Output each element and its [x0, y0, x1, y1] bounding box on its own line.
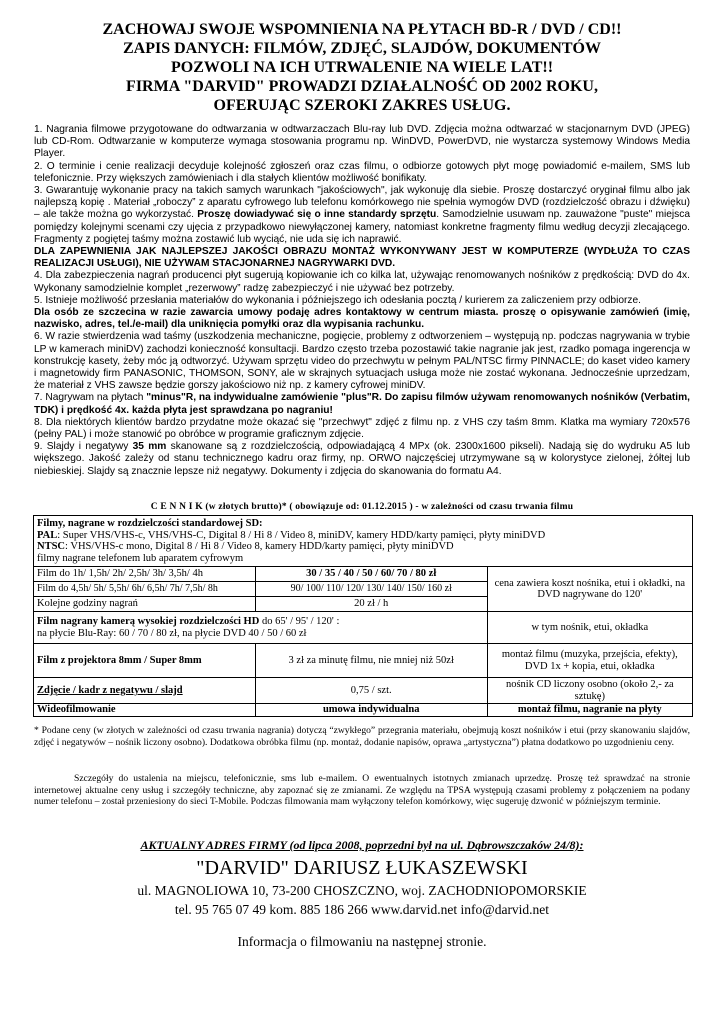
next-page-note: Informacja o filmowaniu na następnej stronie.	[237, 934, 487, 949]
table-row	[34, 704, 693, 717]
photo-price: 0,75 / szt.	[255, 678, 487, 704]
price-list-title: C E N N I K (w złotych brutto)* ( obowiązuje od: 01.12.2015 ) - w zależności od czasu trwania filmu	[150, 502, 574, 512]
hd-label: Film nagrany kamerą wysokiej rozdzielczości HD	[37, 616, 260, 627]
term-3-capital-note: DLA ZAPEWNIENIA JAK NAJLEPSZEJ JAKOŚCI OBRAZU MONTAŻ WYKONYWANY JEST W KOMPUTERZE (WYDŁUŻA TO CZAS REALIZACJI USŁUGI), NIE UŻYWAM STACJONARNEJ NAGRYWARKI DVD.	[34, 246, 690, 270]
term-4: 4. Dla zabezpieczenia nagrań producenci płyt sugerują kopiowanie ich co kilka lat, używając renomowanych nośników z prędkością: DVD do 4x. Wykonany samodzielnie komplet „rezerwowy” radzę zabezpieczyć i nie używać bez potrzeby.	[34, 270, 690, 294]
term-7-text-a: 7. Nagrywam na płytach	[34, 392, 147, 404]
sd-title: Filmy, nagrane w rozdzielczości standardowej SD:	[37, 518, 263, 529]
table-row	[34, 516, 693, 567]
sd-ntsc-label: NTSC	[37, 541, 66, 552]
sd-pal-label: PAL	[37, 529, 58, 541]
company-name: "DARVID" DARIUSZ ŁUKASZEWSKI	[196, 857, 528, 879]
videofilming-price: umowa indywidualna	[255, 704, 487, 717]
sd-pal-line	[37, 530, 689, 542]
term-3-text-a: 3. Gwarantuję wykonanie pracy na takich samych warunkach "jakościowych", jak wykonuję dla siebie. Proszę dostarczyć oryginał filmu albo jak najlepszą kopię . Materiał „roboczy” z aparatu cyfrowego lub telefonu komórkowego nie spełnia wymogów DVD (rozdzielczość obrazu i dźwięku) – ale także można go wykorzystać.	[34, 185, 690, 221]
hd-note: w tym nośnik, etui, okładka	[487, 612, 692, 644]
projector-note: montaż filmu (muzyka, przejścia, efekty), DVD 1x + kopia, etui, okładka	[487, 644, 692, 678]
sd-description-cell	[34, 516, 693, 567]
sd-ntsc-line	[37, 541, 689, 553]
term-9-bold: 35 mm	[132, 441, 167, 453]
term-5-bold-note: Dla osób ze szczecina w razie zawarcia umowy podaję adres kontaktowy w centrum miasta. proszę o opisywanie zamówień (imię, nazwisko, adres, tel./e-mail) dla uniknięcia pomyłki oraz dla wypisania rachunku.	[34, 307, 690, 331]
term-7	[34, 392, 690, 416]
row2-label: Film do 4,5h/ 5h/ 5,5h/ 6h/ 6,5h/ 7h/ 7,5h/ 8h	[34, 582, 256, 597]
term-5: 5. Istnieje możliwość przesłania materiałów do wykonania i późniejszego ich odesłania pocztą / kurierem za zaliczeniem przy odbiorze.	[34, 294, 642, 306]
videofilming-label: Wideofilmowanie	[34, 704, 256, 717]
footnote-text: * Podane ceny (w złotych w zależności od czasu trwania nagrania) dotyczą “zwykłego” przegrania materiału, obejmują koszt nośników i etui (przy skanowaniu slajdów, zdjęć i negatywów – nośnik liczony osobno). Dodatkowa obróbka filmu (np. montaż, dodanie napisów, oprawa „artystyczna”) płatna dodatkowo po uzgodnieniu ceny.	[34, 725, 690, 748]
row2-price: 90/ 100/ 110/ 120/ 130/ 140/ 150/ 160 zł	[255, 582, 487, 597]
hd-label-2: do 65' / 95' / 120' :	[259, 616, 340, 627]
header-line-1: ZACHOWAJ SWOJE WSPOMNIENIA NA PŁYTACH BD-R / DVD / CD!!	[102, 21, 622, 38]
term-9	[34, 441, 690, 478]
sd-phone-line: filmy nagrane telefonem lub aparatem cyfrowym	[37, 552, 244, 564]
address-heading: AKTUALNY ADRES FIRMY (od lipca 2008, poprzedni był na ul. Dąbrowszczaków 24/8):	[140, 838, 584, 852]
table-row	[34, 567, 693, 582]
term-7-bold: "minus"R, na indywidualne zamówienie "plus"R. Do zapisu filmów używam renomowanych nośników (Verbatim, TDK) i prędkość 4x. każda płyta jest sprawdzana po nagraniu!	[34, 392, 690, 416]
hd-line-1	[37, 616, 484, 628]
header-line-2: ZAPIS DANYCH: FILMÓW, ZDJĘĆ, SLAJDÓW, DOKUMENTÓW	[123, 40, 601, 57]
company-block	[34, 855, 690, 919]
details-paragraph: Szczegóły do ustalenia na miejscu, telefonicznie, sms lub e-mailem. O ewentualnych istotnych zmianach uprzedzę. Proszę też sprawdzać na stronie internetowej aktualne ceny usług i szczegóły techniczne, aby zapoznać się ze zmianami. Ze względu na TPSA występują czasami problemy z połączeniem na podany numer telefonu – został przeniesiony do sieci T-Mobile. Podczas filmowania mam wyłączony telefon komórkowy, więc sugeruję dzwonić w późniejszym terminie.	[34, 773, 690, 807]
row1-label: Film do 1h/ 1,5h/ 2h/ 2,5h/ 3h/ 3,5h/ 4h	[34, 567, 256, 582]
company-contact: tel. 95 765 07 49 kom. 885 186 266 www.darvid.net info@darvid.net	[174, 902, 550, 917]
term-3-text-c: . Samodzielnie usuwam np. zauważone "puste" miejsca pomiędzy kolejnymi scenami czy ujęcia z przypadkowo niewyłączonej kamery, natomiast konkretne fragmenty filmu według decyzji zlecającego. Fragmenty z pogiętej taśmy można zostawić lub wyciąć, nie uda się ich naprawić.	[34, 209, 690, 245]
header-line-4: FIRMA "DARVID" PROWADZI DZIAŁALNOŚĆ OD 2002 ROKU,	[126, 78, 598, 95]
photo-label: Zdjęcie / kadr z negatywu / slajd	[34, 678, 256, 704]
term-9-text-c: skanowane są z rozdzielczością, odpowiadającą 4 MPx (ok. 2300x1600 pikseli). Nadają się do wydruku A5 lub większego. Jakość zależy od stanu technicznego kadru oraz firmy, np. ORWO najczęściej utrzymywane są w kolorystyce zielonej, żółtej lub niebieskiej. Slajdy są znacznie lepsze niż negatywy. Dokumenty i zdjęcia do skanowania do formatu A4.	[34, 441, 690, 477]
header-line-3: POZWOLI NA ICH UTRWALENIE NA WIELE LAT!!	[170, 59, 554, 76]
table-row	[34, 678, 693, 704]
term-9-text-a: 9. Slajdy i negatywy	[34, 441, 133, 453]
sd-ntsc-text: : VHS/VHS-c mono, Digital 8 / Hi 8 / Video 8, kamery HDD/karty pamięci, płyty miniDVD	[65, 541, 454, 552]
row3-label: Kolejne godziny nagrań	[34, 597, 256, 612]
term-6: 6. W razie stwierdzenia wad taśmy (uszkodzenia mechaniczne, pogięcie, problemy z odtworzeniem – występują np. podczas nagrywania w trybie LP w kamerach miniDV) zachodzi konieczność konsultacji. Bardzo często trzeba pozostawić takie nagranie jak jest, rzadko pomaga ingerencja w konstrukcję kasety, żeby móc ją odtworzyć. Używam sprzętu video do przechwytu w pełnym PAL/NTSC firmy PINNACLE; do kaset video kamery i magnetowidy firm PANASONIC, THOMSON, SONY, ale w skrajnych sytuacjach usługa może nie zostać wykonana. Jednocześnie uprzedzam, że materiał z VHS zawsze będzie gorszy jakościowo niż np. z kamery cyfrowej miniDV.	[34, 331, 690, 392]
sd-pal-text: : Super VHS/VHS-c, VHS/VHS-C, Digital 8 / Hi 8 / Video 8, miniDV, kamery HDD/karty pamięci, płyty miniDVD	[57, 529, 546, 541]
videofilming-note: montaż filmu, nagranie na płyty	[487, 704, 692, 717]
term-3	[34, 185, 690, 246]
term-1: 1. Nagrania filmowe przygotowane do odtwarzania w odtwarzaczach Blu-ray lub DVD. Zdjęcia można odtwarzać w stacjonarnym DVD (JPEG) lub CD-Rom. Odtwarzanie w komputerze wymaga stosowania programu np. WinDVD, PowerDVD, nie wystarcza systemowy Windows Media Player.	[34, 124, 690, 160]
price-table	[33, 515, 693, 717]
table-row	[34, 612, 693, 644]
row1-price: 30 / 35 / 40 / 50 / 60/ 70 / 80 zł	[255, 567, 487, 582]
price-footnote	[34, 725, 690, 748]
company-street: ul. MAGNOLIOWA 10, 73-200 CHOSZCZNO, woj. ZACHODNIOPOMORSKIE	[137, 883, 587, 898]
projector-label: Film z projektora 8mm / Super 8mm	[34, 644, 256, 678]
hd-description	[34, 612, 488, 644]
term-2: 2. O terminie i cenie realizacji decyduje kolejność zgłoszeń oraz czas filmu, o odbiorze gotowych płyt mogę powiadomić e-mailem, SMS lub telefonicznie. Przy większych zamówieniach i dla stałych klientów możliwość bonifikaty.	[34, 160, 690, 184]
projector-price: 3 zł za minutę filmu, nie mniej niż 50zł	[255, 644, 487, 678]
row3-price: 20 zł / h	[255, 597, 487, 612]
term-8: 8. Dla niektórych klientów bardzo przydatne może okazać się "przechwyt" zdjęć z filmu np. z VHS czy taśm 8mm. Klatka ma wymiary 720x576 (pełny PAL) i może stanowić po obróbce w programie graficznym zdjęcie.	[34, 416, 690, 441]
terms-section	[34, 124, 690, 478]
page-header	[30, 20, 694, 115]
photo-note: nośnik CD liczony osobno (około 2,- za sztukę)	[487, 678, 692, 704]
header-line-5: OFERUJĄC SZEROKI ZAKRES USŁUG.	[213, 97, 511, 114]
sd-note: cena zawiera koszt nośnika, etui i okładki, na DVD nagrywane do 120'	[487, 567, 692, 612]
table-row	[34, 644, 693, 678]
hd-line-2: na płycie Blu-Ray: 60 / 70 / 80 zł, na płycie DVD 40 / 50 / 60 zł	[37, 627, 307, 639]
term-3-bold: Proszę dowiadywać się o inne standardy sprzętu	[197, 209, 437, 221]
